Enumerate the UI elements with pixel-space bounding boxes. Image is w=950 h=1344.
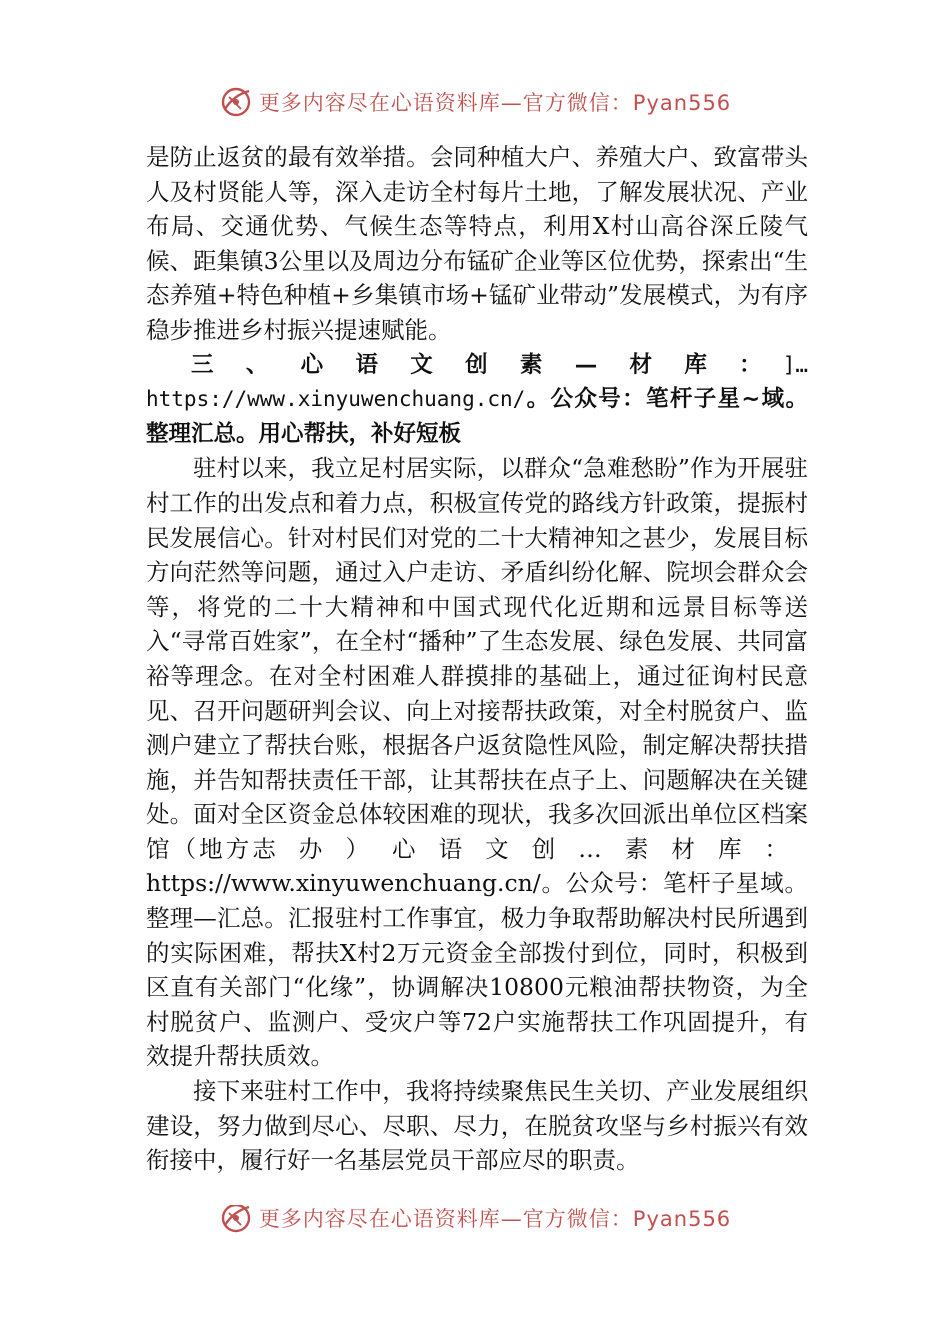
seal-logo-icon xyxy=(219,1205,253,1235)
paragraph-2-url: https://www.xinyuwenchuang.cn/ xyxy=(146,869,541,898)
paragraph-2-part-a: 驻村以来，我立足村居实际，以群众“急难愁盼”作为开展驻村工作的出发点和着力点，积极宣传党的路线方针政策，提振村民发展信心。针对村民们对党的二十大精神知之甚少，发展目标方向茫然等问题，通过入户走访、矛盾纠纷化解、院坝会群众会等，将党的二十大精神和中国式现代化近期和远景目标等送入“寻常百姓家”，在全村“播种”了生态发展、绿色发展、共同富裕等理念。在对全村困难人群摸排的基础上，通过征询村民意见、召开问题研判会议、向上对接帮扶政策，对全村脱贫户、监测户建立了帮扶台账，根据各户返贫隐性风险，制定解决帮扶措施，并告知帮扶责任干部，让其帮扶在点子上、问题解决在关键处。面对全区资金总体较困难的现状，我多次回派出单位区档案馆（地方 xyxy=(146,454,808,863)
heading-url: ]…https://www.xinyuwenchuang.cn/ xyxy=(146,352,808,412)
paragraph-2-part-b: 。公众号：笔杆子星域。整理—汇总。汇报驻村工作事宜，极力争取帮助解决村民所遇到的实际困难，帮扶X村2万元资金全部拨付到位，同时，积极到区直有关部门“化缘”，协调解决10800元粮油帮扶物资，为全村脱贫户、监测户、受灾户等72户实施帮扶工作巩固提升，有效提升帮扶质效。 xyxy=(146,869,808,1071)
header-watermark xyxy=(0,82,950,122)
heading-rest: 。公众号：笔杆子星~域。整理汇总。用心帮扶，补好短板 xyxy=(146,386,808,447)
paragraph-3: 接下来驻村工作中，我将持续聚焦民生关切、产业发展组织建设，努力做到尽心、尽职、尽力，在脱贫攻坚与乡村振兴有效衔接中，履行好一名基层党员干部应尽的职责。 xyxy=(146,1077,808,1175)
seal-logo-icon xyxy=(219,85,253,119)
paragraph-2 xyxy=(146,451,808,1074)
section-heading xyxy=(146,348,808,452)
footer-watermark xyxy=(0,1205,950,1241)
paragraph-2-spaced-text: 志办）心语文创…素材库： xyxy=(252,834,809,863)
footer-watermark-text: 更多内容尽在心语资料库—官方微信：Pyan556 xyxy=(258,1207,732,1231)
paragraph-1: 是防止返贫的最有效举措。会同种植大户、养殖大户、致富带头人及村贤能人等，深入走访全村每片土地，了解发展状况、产业布局、交通优势、气候生态等特点，利用X村山高谷深丘陵气候、距集镇3公里以及周边分布锰矿企业等区位优势，探索出“生态养殖+特色种植+乡集镇市场+锰矿业带动”发展模式，为有序稳步推进乡村振兴提速赋能。 xyxy=(146,143,808,344)
header-watermark-text: 更多内容尽在心语资料库—官方微信：Pyan556 xyxy=(258,91,732,115)
heading-spaced-text: 三、心语文创素—材库： xyxy=(191,351,783,378)
document-body xyxy=(146,140,808,1178)
